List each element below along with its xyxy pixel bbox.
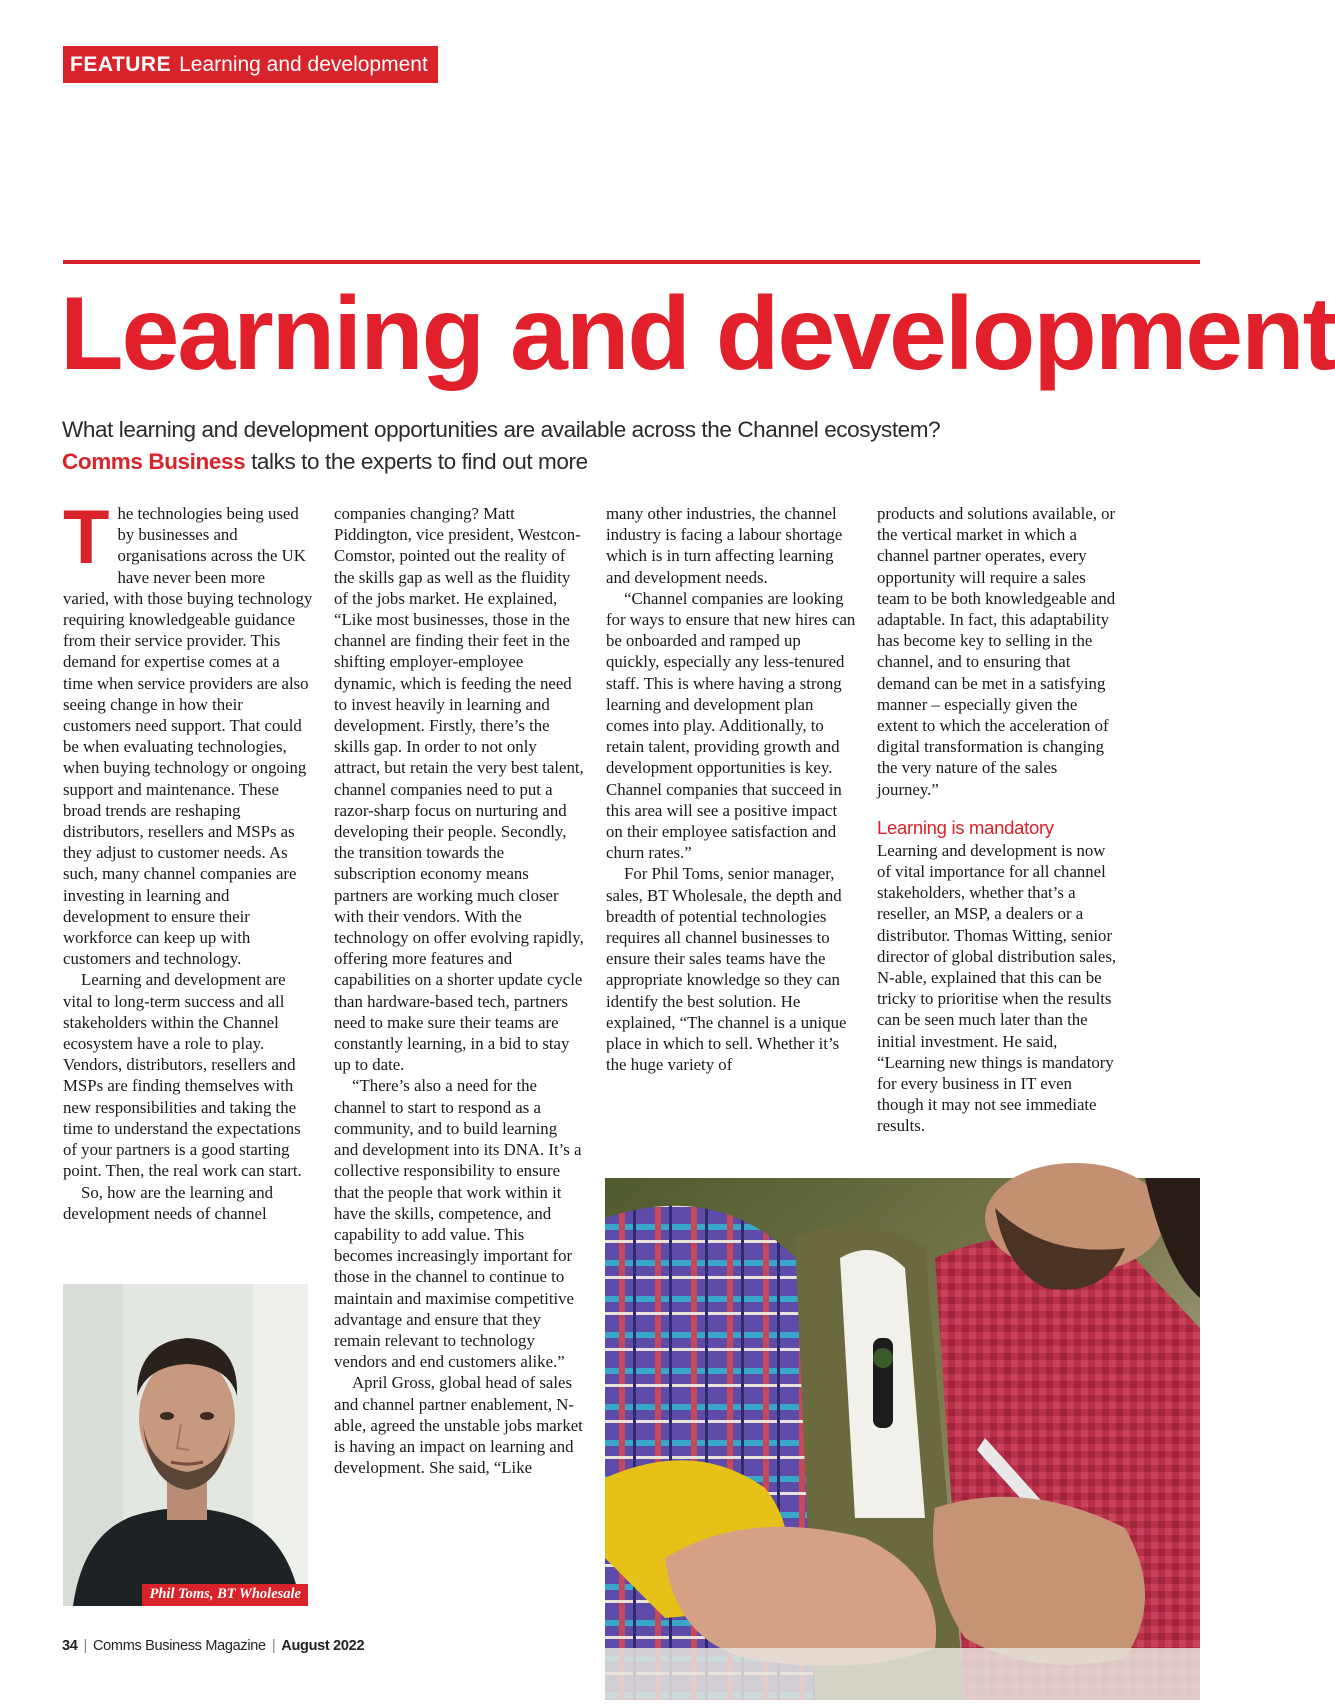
body-column-1 <box>63 495 313 1224</box>
body-paragraph: Learning and development are vital to long-term success and all stakeholders within the Channel ecosystem have a role to play. Vendors, distributors, resellers and MSPs are finding themselves with new responsibilities and taking the time to understand the expectations of your partners is a good starting point. Then, the real work can start. <box>63 970 302 1181</box>
body-paragraph: So, how are the learning and development needs of channel <box>63 1182 273 1223</box>
issue-date: August 2022 <box>281 1638 365 1654</box>
body-paragraph: April Gross, global head of sales and channel partner enablement, N-able, agreed the unstable jobs market is having an impact on learning and development. She said, “Like <box>334 1373 583 1478</box>
publication-name: Comms Business Magazine <box>93 1638 266 1654</box>
body-paragraph: “Channel companies are looking for ways to ensure that new hires can be onboarded and ramped up quickly, especially any less-tenured staff. This is where having a strong learning and development plan comes into play. Additionally, to retain talent, providing growth and development opportunities is key. Channel companies that succeed in this area will see a positive impact on their employee satisfaction and churn rates.” <box>606 588 856 863</box>
portrait-caption: Phil Toms, BT Wholesale <box>142 1584 308 1606</box>
body-paragraph: For Phil Toms, senior manager, sales, BT Wholesale, the depth and breadth of potential technologies requires all channel businesses to ensure their sales teams have the appropriate knowledge so they can identify the best solution. He explained, “The channel is a unique place in which to sell. Whether it’s the huge variety of <box>606 864 847 1075</box>
subheading: Learning is mandatory <box>877 816 1054 838</box>
body-paragraph: he technologies being used by businesses and organisations across the UK have never been more varied, with those buying technology requiring knowledgeable guidance from their service provider. This demand for expertise comes at a time when service providers are also seeing change in how their customers need support. That could be when evaluating technologies, when buying technology or ongoing support and maintenance. These broad trends are reshaping distributors, resellers and MSPs as they adjust to customer needs. As such, many channel companies are investing in learning and development to ensure their workforce can keep up with customers and technology. <box>63 504 313 969</box>
page-footer: 34 | Comms Business Magazine | August 2022 <box>62 1638 365 1654</box>
page-number: 34 <box>62 1638 78 1654</box>
body-paragraph: “There’s also a need for the channel to start to respond as a community, and to build learning and development into its DNA. It’s a collective responsibility to ensure that the people that work within it have the skills, competence, and capability to add value. This becomes increasingly important for those in the channel to continue to maintain and maximise competitive advantage and ensure that they remain relevant to technology vendors and end customers alike.” <box>334 1076 582 1372</box>
section-tag-label: FEATURE <box>70 52 172 76</box>
feature-photo <box>605 1178 1200 1700</box>
body-paragraph: companies changing? Matt Piddington, vice president, Westcon-Comstor, pointed out the reality of the skills gap as well as the fluidity of the jobs market. He explained, “Like most businesses, those in the channel are finding their feet in the shifting employer-employee dynamic, which is feeding the need to invest heavily in learning and development. Firstly, there’s the skills gap. In order to not only attract, but retain the very best talent, channel companies need to put a razor-sharp focus on nurturing and developing their people. Secondly, the transition towards the subscription economy means partners are working much closer with their vendors. With the technology on offer evolving rapidly, offering more features and capabilities on a shorter update cycle than hardware-based tech, partners need to make sure their teams are constantly learning, in a bid to stay up to date. <box>334 504 584 1075</box>
section-tag-topic: Learning and development <box>179 52 428 76</box>
body-paragraph: products and solutions available, or the vertical market in which a channel partner operates, every opportunity will require a sales team to be both knowledgeable and adaptable. In fact, this adaptability has become key to selling in the channel, and to ensuring that demand can be met in a satisfying manner – especially given the extent to which the acceleration of digital transformation is changing the very nature of the sales journey.” <box>877 504 1116 799</box>
portrait-photo <box>63 1284 308 1606</box>
portrait-illustration <box>63 1284 308 1606</box>
header-rule <box>63 260 1200 264</box>
feature-photo-illustration <box>605 1178 1200 1700</box>
body-column-2 <box>334 503 584 1478</box>
body-paragraph: Learning and development is now of vital importance for all channel stakeholders, whether that’s a reseller, an MSP, a dealers or a distributor. Thomas Witting, senior director of global distribution sales, N-able, explained that this can be tricky to prioritise when the results can be seen much later than the initial investment. He said, “Learning new things is mandatory for every business in IT even though it may not see immediate results. <box>877 840 1117 1136</box>
standfirst-line-2 <box>62 446 1062 478</box>
section-tag <box>63 46 438 83</box>
body-column-3 <box>606 503 856 1075</box>
body-paragraph: many other industries, the channel industry is facing a labour shortage which is in turn affecting learning and development needs. <box>606 504 843 587</box>
drop-cap: T <box>63 495 110 580</box>
standfirst-rest: talks to the experts to find out more <box>245 449 588 474</box>
body-column-4 <box>877 503 1122 1137</box>
standfirst-brand: Comms Business <box>62 449 246 474</box>
headline: Learning and development <box>60 276 1335 392</box>
standfirst-line-1: What learning and development opportunities are available across the Channel ecosystem? <box>62 417 941 442</box>
standfirst <box>62 414 1062 478</box>
